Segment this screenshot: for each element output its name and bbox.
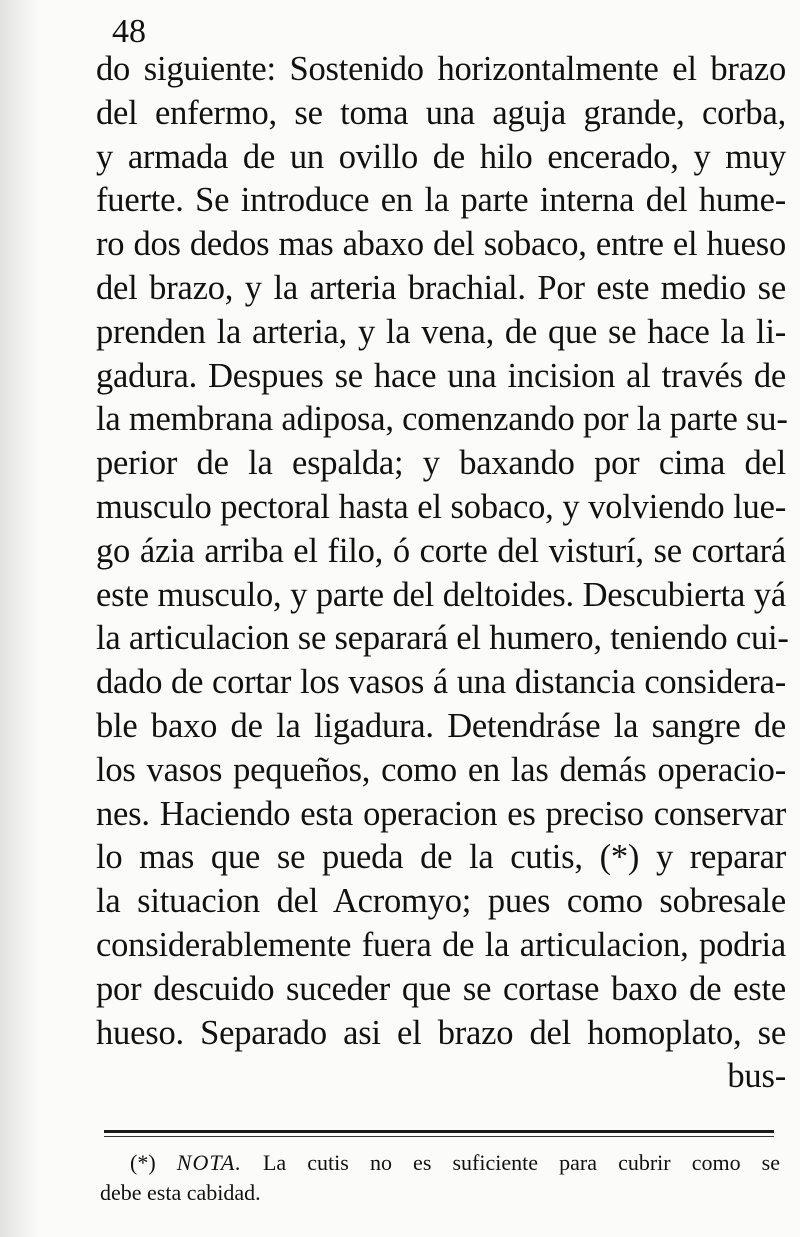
footnote-rule-thin <box>104 1136 774 1137</box>
text-line: gadura. Despues se hace una incision al través de <box>96 356 786 395</box>
text-line: los vasos pequeños, como en las demás operacio- <box>96 750 786 789</box>
text-line: la situacion del Acromyo; pues como sobresale <box>96 882 786 921</box>
text-line: la membrana adiposa, comenzando por la parte su- <box>96 400 788 439</box>
text-line: ble baxo de la ligadura. Detendráse la sangre de <box>96 706 786 745</box>
text-line: del enfermo, se toma una aguja grande, corba, <box>96 93 786 132</box>
footnote <box>100 1148 780 1208</box>
footnote-line: debe esta cabidad. <box>100 1180 261 1205</box>
text-line: dado de cortar los vasos á una distancia considera- <box>96 663 786 702</box>
text-line: perior de la espalda; y baxando por cima del <box>96 444 786 483</box>
text-line: do siguiente: Sostenido horizontalmente el brazo <box>96 50 786 88</box>
text-line: del brazo, y la arteria brachial. Por este medio se <box>96 268 786 307</box>
text-line: hueso. Separado asi el brazo del homoplato, se <box>96 1013 786 1052</box>
footnote-label: NOTA. <box>176 1150 242 1175</box>
text-line: musculo pectoral hasta el sobaco, y volviendo lue- <box>96 487 786 526</box>
text-line: la articulacion se separará el humero, teniendo cui- <box>96 619 789 658</box>
text-line: prenden la arteria, y la vena, de que se hace la li- <box>96 312 786 351</box>
text-line: ro dos dedos mas abaxo del sobaco, entre el hueso <box>96 225 786 264</box>
spine-shadow <box>0 0 38 1237</box>
text-line: y armada de un ovillo de hilo encerado, y muy <box>96 137 786 176</box>
footnote-text: La cutis no es suficiente para cubrir como se <box>262 1150 781 1175</box>
page-number: 48 <box>112 13 146 50</box>
footnote-line <box>100 1148 780 1178</box>
footnote-marker: (*) <box>130 1150 156 1175</box>
text-line: nes. Haciendo esta operacion es preciso conservar <box>96 794 786 833</box>
body-text <box>96 48 789 1099</box>
text-line: lo mas que se pueda de la cutis, (*) y reparar <box>96 838 786 877</box>
text-line: fuerte. Se introduce en la parte interna del hume- <box>96 181 786 220</box>
footnote-rule <box>104 1130 774 1133</box>
text-line: por descuido suceder que se cortase baxo de este <box>96 969 786 1008</box>
catchword: bus- <box>727 1057 786 1096</box>
text-line: considerablemente fuera de la articulacion, podria <box>96 925 786 964</box>
text-line: go ázia arriba el filo, ó corte del visturí, se cortará <box>96 531 786 570</box>
text-line: este musculo, y parte del deltoides. Descubierta yá <box>96 575 786 614</box>
